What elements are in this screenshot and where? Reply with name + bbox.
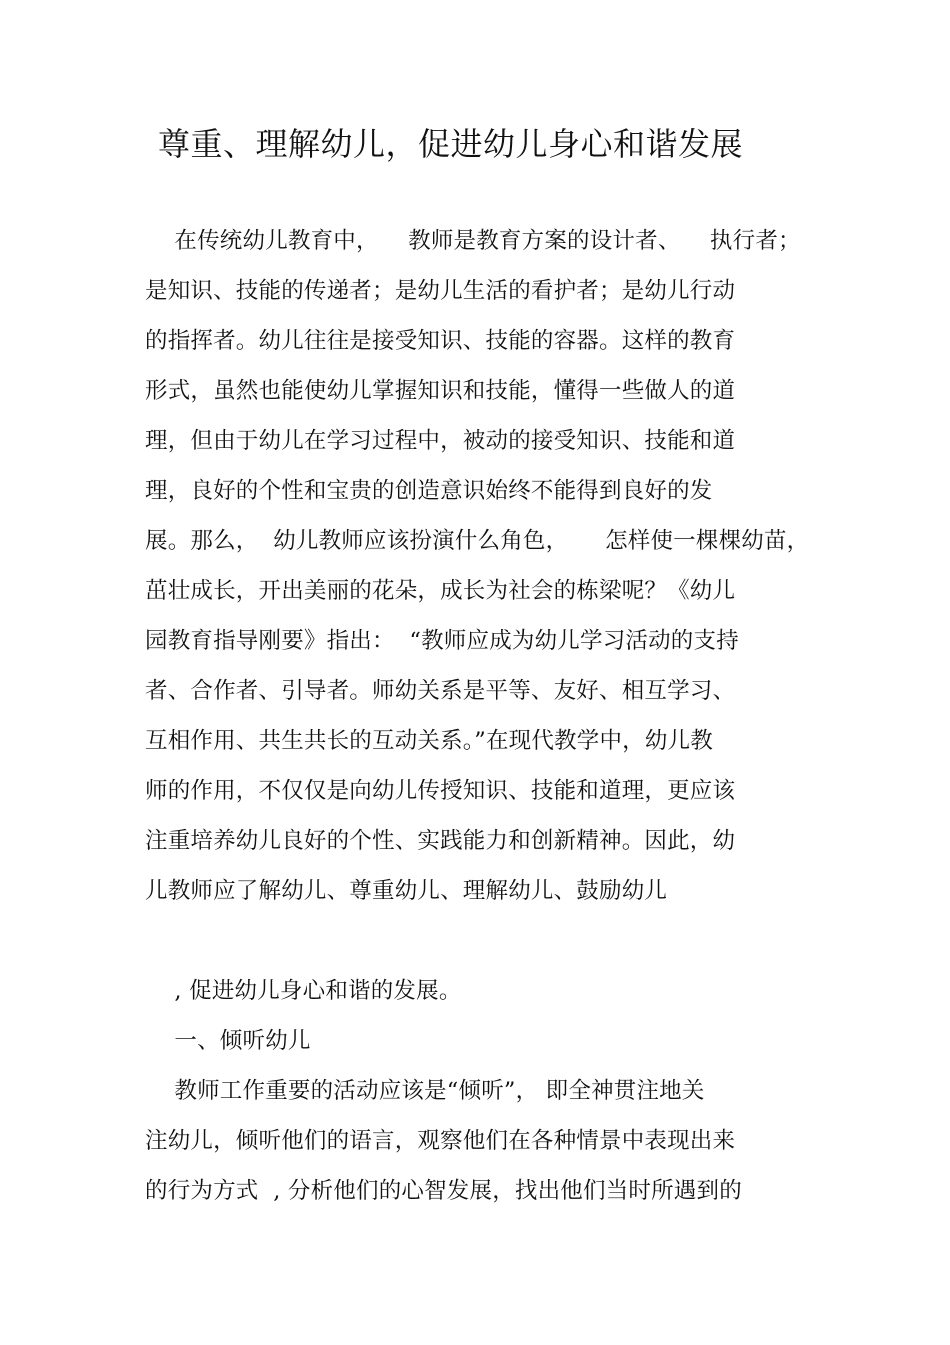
- paragraph-line: 理，但由于幼儿在学习过程中，被动的接受知识、技能和道: [145, 428, 736, 454]
- paragraph-line: 理，良好的个性和宝贵的创造意识始终不能得到良好的发: [145, 478, 713, 504]
- paragraph-line: 互相作用、共生共长的互动关系。”在现代教学中，幼儿教: [145, 728, 713, 754]
- paragraph-line: 展。那么， 幼儿教师应该扮演什么角色， 怎样使一棵棵幼苗，: [145, 528, 810, 554]
- paragraph-line: 形式，虽然也能使幼儿掌握知识和技能，懂得一些做人的道: [145, 378, 736, 404]
- paragraph-line: 在传统幼儿教育中， 教师是教育方案的设计者、 执行者；: [145, 228, 801, 254]
- paragraph-line: 园教育指导刚要》指出： “教师应成为幼儿学习活动的支持: [145, 628, 739, 654]
- paragraph-line: 师的作用，不仅仅是向幼儿传授知识、技能和道理，更应该: [145, 778, 736, 804]
- paragraph-line: 的指挥者。幼儿往往是接受知识、技能的容器。这样的教育: [145, 328, 736, 354]
- paragraph-line: 儿教师应了解幼儿、尊重幼儿、理解幼儿、鼓励幼儿: [145, 878, 668, 904]
- paragraph-line: 注重培养幼儿良好的个性、实践能力和创新精神。因此，幼: [145, 828, 736, 854]
- paragraph-line: 注幼儿，倾听他们的语言，观察他们在各种情景中表现出来: [145, 1128, 736, 1154]
- paragraph-line: 的行为方式 , 分析他们的心智发展，找出他们当时所遇到的: [145, 1178, 742, 1204]
- paragraph-line: 是知识、技能的传递者；是幼儿生活的看护者；是幼儿行动: [145, 278, 736, 304]
- paragraph-line: 茁壮成长，开出美丽的花朵，成长为社会的栋梁呢？《幼儿: [145, 578, 736, 604]
- paragraph-line: , 促进幼儿身心和谐的发展。: [145, 978, 462, 1004]
- paragraph-line: 者、合作者、引导者。师幼关系是平等、友好、相互学习、: [145, 678, 736, 704]
- section-heading: 一、倾听幼儿: [145, 1028, 311, 1054]
- document-title: 尊重、理解幼儿，促进幼儿身心和谐发展: [158, 125, 744, 163]
- paragraph-line: 教师工作重要的活动应该是“倾听”， 即全神贯注地关: [145, 1078, 705, 1104]
